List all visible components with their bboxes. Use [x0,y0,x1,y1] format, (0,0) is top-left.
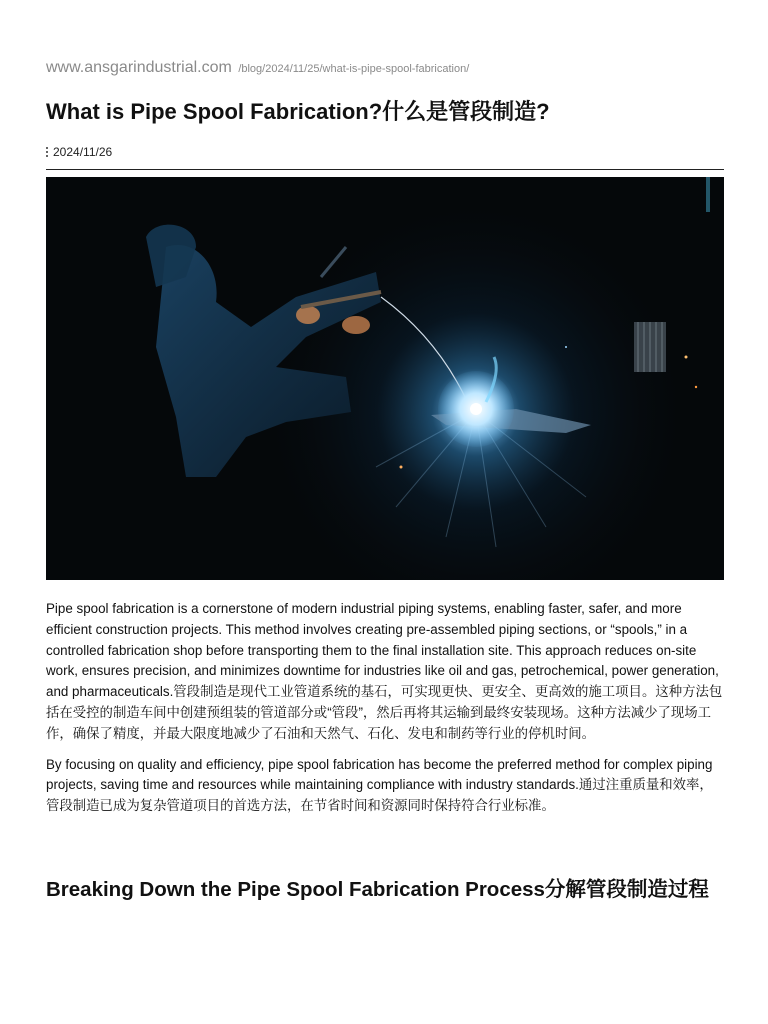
section-heading: Breaking Down the Pipe Spool Fabrication Process分解管段制造过程 [46,878,709,901]
url-path[interactable]: /blog/2024/11/25/what-is-pipe-spool-fabrication/ [238,63,470,75]
url-domain[interactable]: www.ansgarindustrial.com [46,59,232,76]
page-url [46,59,469,77]
welding-worker-photo [46,177,724,580]
article-date: 2024/11/26 [53,145,113,159]
more-vertical-icon [46,147,48,157]
article-title: What is Pipe Spool Fabrication?什么是管段制造? [46,99,550,124]
body-paragraph: Pipe spool fabrication is a cornerstone of modern industrial piping systems, enabling faster, safer, and more efficient construction projects. This method involves creating pre-assembled piping sections, or “spools,” in a controlled fabrication shop before transporting them to the final installation site. This approach reduces on-site work, ensures precision, and minimizes downtime for industries like oil and gas, petrochemical, power generation, and pharmaceuticals.管段制造是现代工业管道系统的基石，可实现更快、更安全、更高效的施工项目。这种方法包括在受控的制造车间中创建预组装的管道部分或“管段”，然后再将其运输到最终安装现场。这种方法减少了现场工作，确保了精度，并最大限度地减少了石油和天然气、石化、发电和制药等行业的停机时间。 [46,601,723,741]
body-paragraph: By focusing on quality and efficiency, pipe spool fabrication has become the preferred method for complex piping projects, saving time and resources while maintaining compliance with industry standards.通过注重质量和效率，管段制造已成为复杂管道项目的首选方法，在节省时间和资源同时保持符合行业标准。 [46,756,713,814]
article-body [46,599,724,827]
title-divider [46,169,724,170]
article-meta [46,145,112,159]
